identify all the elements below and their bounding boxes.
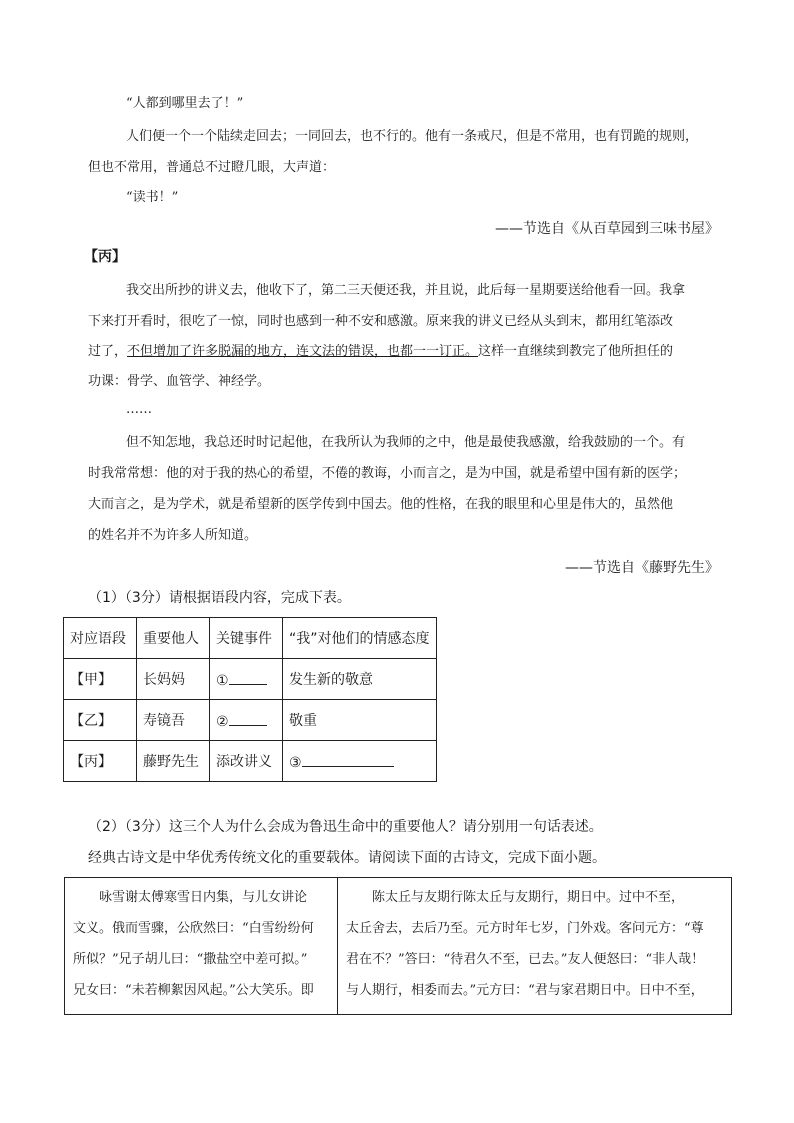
passage-line: 功课：骨学、血管学、神经学。 (88, 374, 271, 389)
table-row (64, 741, 437, 782)
column-divider (337, 878, 338, 1014)
table-cell (283, 741, 437, 782)
passage-line (88, 343, 673, 361)
passage-line: 但也不常用，普通总不过瞪几眼，大声道： (88, 160, 336, 175)
quote-line: “读书！” (126, 190, 179, 205)
table-header-row (64, 618, 437, 659)
table-cell: 寿镜吾 (137, 700, 210, 741)
answer-blank[interactable] (302, 752, 394, 767)
answer-blank[interactable] (229, 670, 267, 685)
text-line: 咏雪谢太傅寒雪日内集，与儿女讲论 (99, 890, 308, 905)
source-citation: ——节选自《藤野先生》 (565, 560, 719, 576)
blank-number: ③ (289, 754, 302, 771)
table-cell: 敬重 (283, 700, 437, 741)
passage-line: 人们便一个一个陆续走回去；一同回去，也不行的。他有一条戒尺，但是不常用，也有罚跪的规则， (126, 129, 699, 144)
passage-line: 大而言之，是为学术，就是希望新的医学传到中国去。他的性格，在我的眼里和心里是伟大的，虽然他 (88, 497, 674, 512)
classical-text-left (73, 882, 331, 1006)
table-row (64, 700, 437, 741)
blank-number: ② (216, 713, 229, 730)
text-segment: 这样一直继续到教完了他所担任的 (478, 344, 674, 359)
table-cell (210, 700, 283, 741)
table-cell: 【甲】 (64, 659, 137, 700)
table-row (64, 659, 437, 700)
header-cell: 重要他人 (137, 618, 210, 659)
table-cell: 【丙】 (64, 741, 137, 782)
table-cell: 【乙】 (64, 700, 137, 741)
text-segment: 过了， (88, 344, 128, 359)
header-cell: “我”对他们的情感态度 (283, 618, 437, 659)
question-prompt: （2）（3分）这三个人为什么会成为鲁迅生命中的重要他人？请分别用一句话表述。 (88, 819, 603, 835)
section-label: 【丙】 (84, 249, 126, 265)
text-line: 太丘舍去，去后乃至。元方时年七岁，门外戏。客问元方：“尊 (346, 921, 704, 936)
answer-blank[interactable] (229, 711, 267, 726)
blank-number: ① (216, 672, 229, 689)
table-cell (210, 659, 283, 700)
table-cell: 长妈妈 (137, 659, 210, 700)
classical-text-right (346, 882, 726, 1006)
section-intro: 经典古诗文是中华优秀传统文化的重要载体。请阅读下面的古诗文，完成下面小题。 (88, 850, 606, 866)
table-cell: 藤野先生 (137, 741, 210, 782)
header-cell: 关键事件 (210, 618, 283, 659)
text-line: 兄女曰：“未若柳絮因风起。”公大笑乐。即 (73, 983, 314, 998)
quote-line: “人都到哪里去了！” (126, 96, 244, 111)
text-line: 文义。俄而雪骤，公欣然曰：“白雪纷纷何 (73, 921, 314, 936)
source-citation: ——节选自《从百草园到三味书屋》 (495, 221, 719, 237)
header-cell: 对应语段 (64, 618, 137, 659)
classical-text-box (64, 877, 732, 1015)
ellipsis: …… (126, 402, 152, 417)
table-cell: 添改讲义 (210, 741, 283, 782)
table-cell: 发生新的敬意 (283, 659, 437, 700)
text-line: 陈太丘与友期行陈太丘与友期行，期日中。过中不至， (372, 890, 685, 905)
text-line: 君在不？”答曰：“待君久不至，已去。”友人便怒曰：“非人哉！ (346, 952, 705, 967)
passage-line: 的姓名并不为许多人所知道。 (88, 528, 258, 543)
underlined-sentence: 不但增加了许多脱漏的地方，连文法的错误，也都一一订正。 (127, 344, 479, 359)
question-prompt: （1）（3分）请根据语段内容，完成下表。 (88, 590, 351, 606)
passage-line: 时我常常想：他的对于我的热心的希望，不倦的教诲，小而言之，是为中国，就是希望中国有新的医学； (88, 466, 687, 481)
passage-line: 下来打开看时，很吃了一惊，同时也感到一种不安和感激。原来我的讲义已经从头到末，都用红笔添改 (88, 314, 674, 329)
text-line: 与人期行，相委而去。”元方曰：“君与家君期日中。日中不至， (346, 983, 704, 998)
text-line: 所似？”兄子胡儿曰：“撒盐空中差可拟。” (73, 952, 308, 967)
passage-line: 但不知怎地，我总还时时记起他，在我所认为我师的之中，他是最使我感激，给我鼓励的一个。有 (126, 435, 686, 450)
answer-table (63, 617, 437, 782)
passage-line: 我交出所抄的讲义去，他收下了，第二三天便还我，并且说，此后每一星期要送给他看一回。我拿 (126, 283, 686, 298)
